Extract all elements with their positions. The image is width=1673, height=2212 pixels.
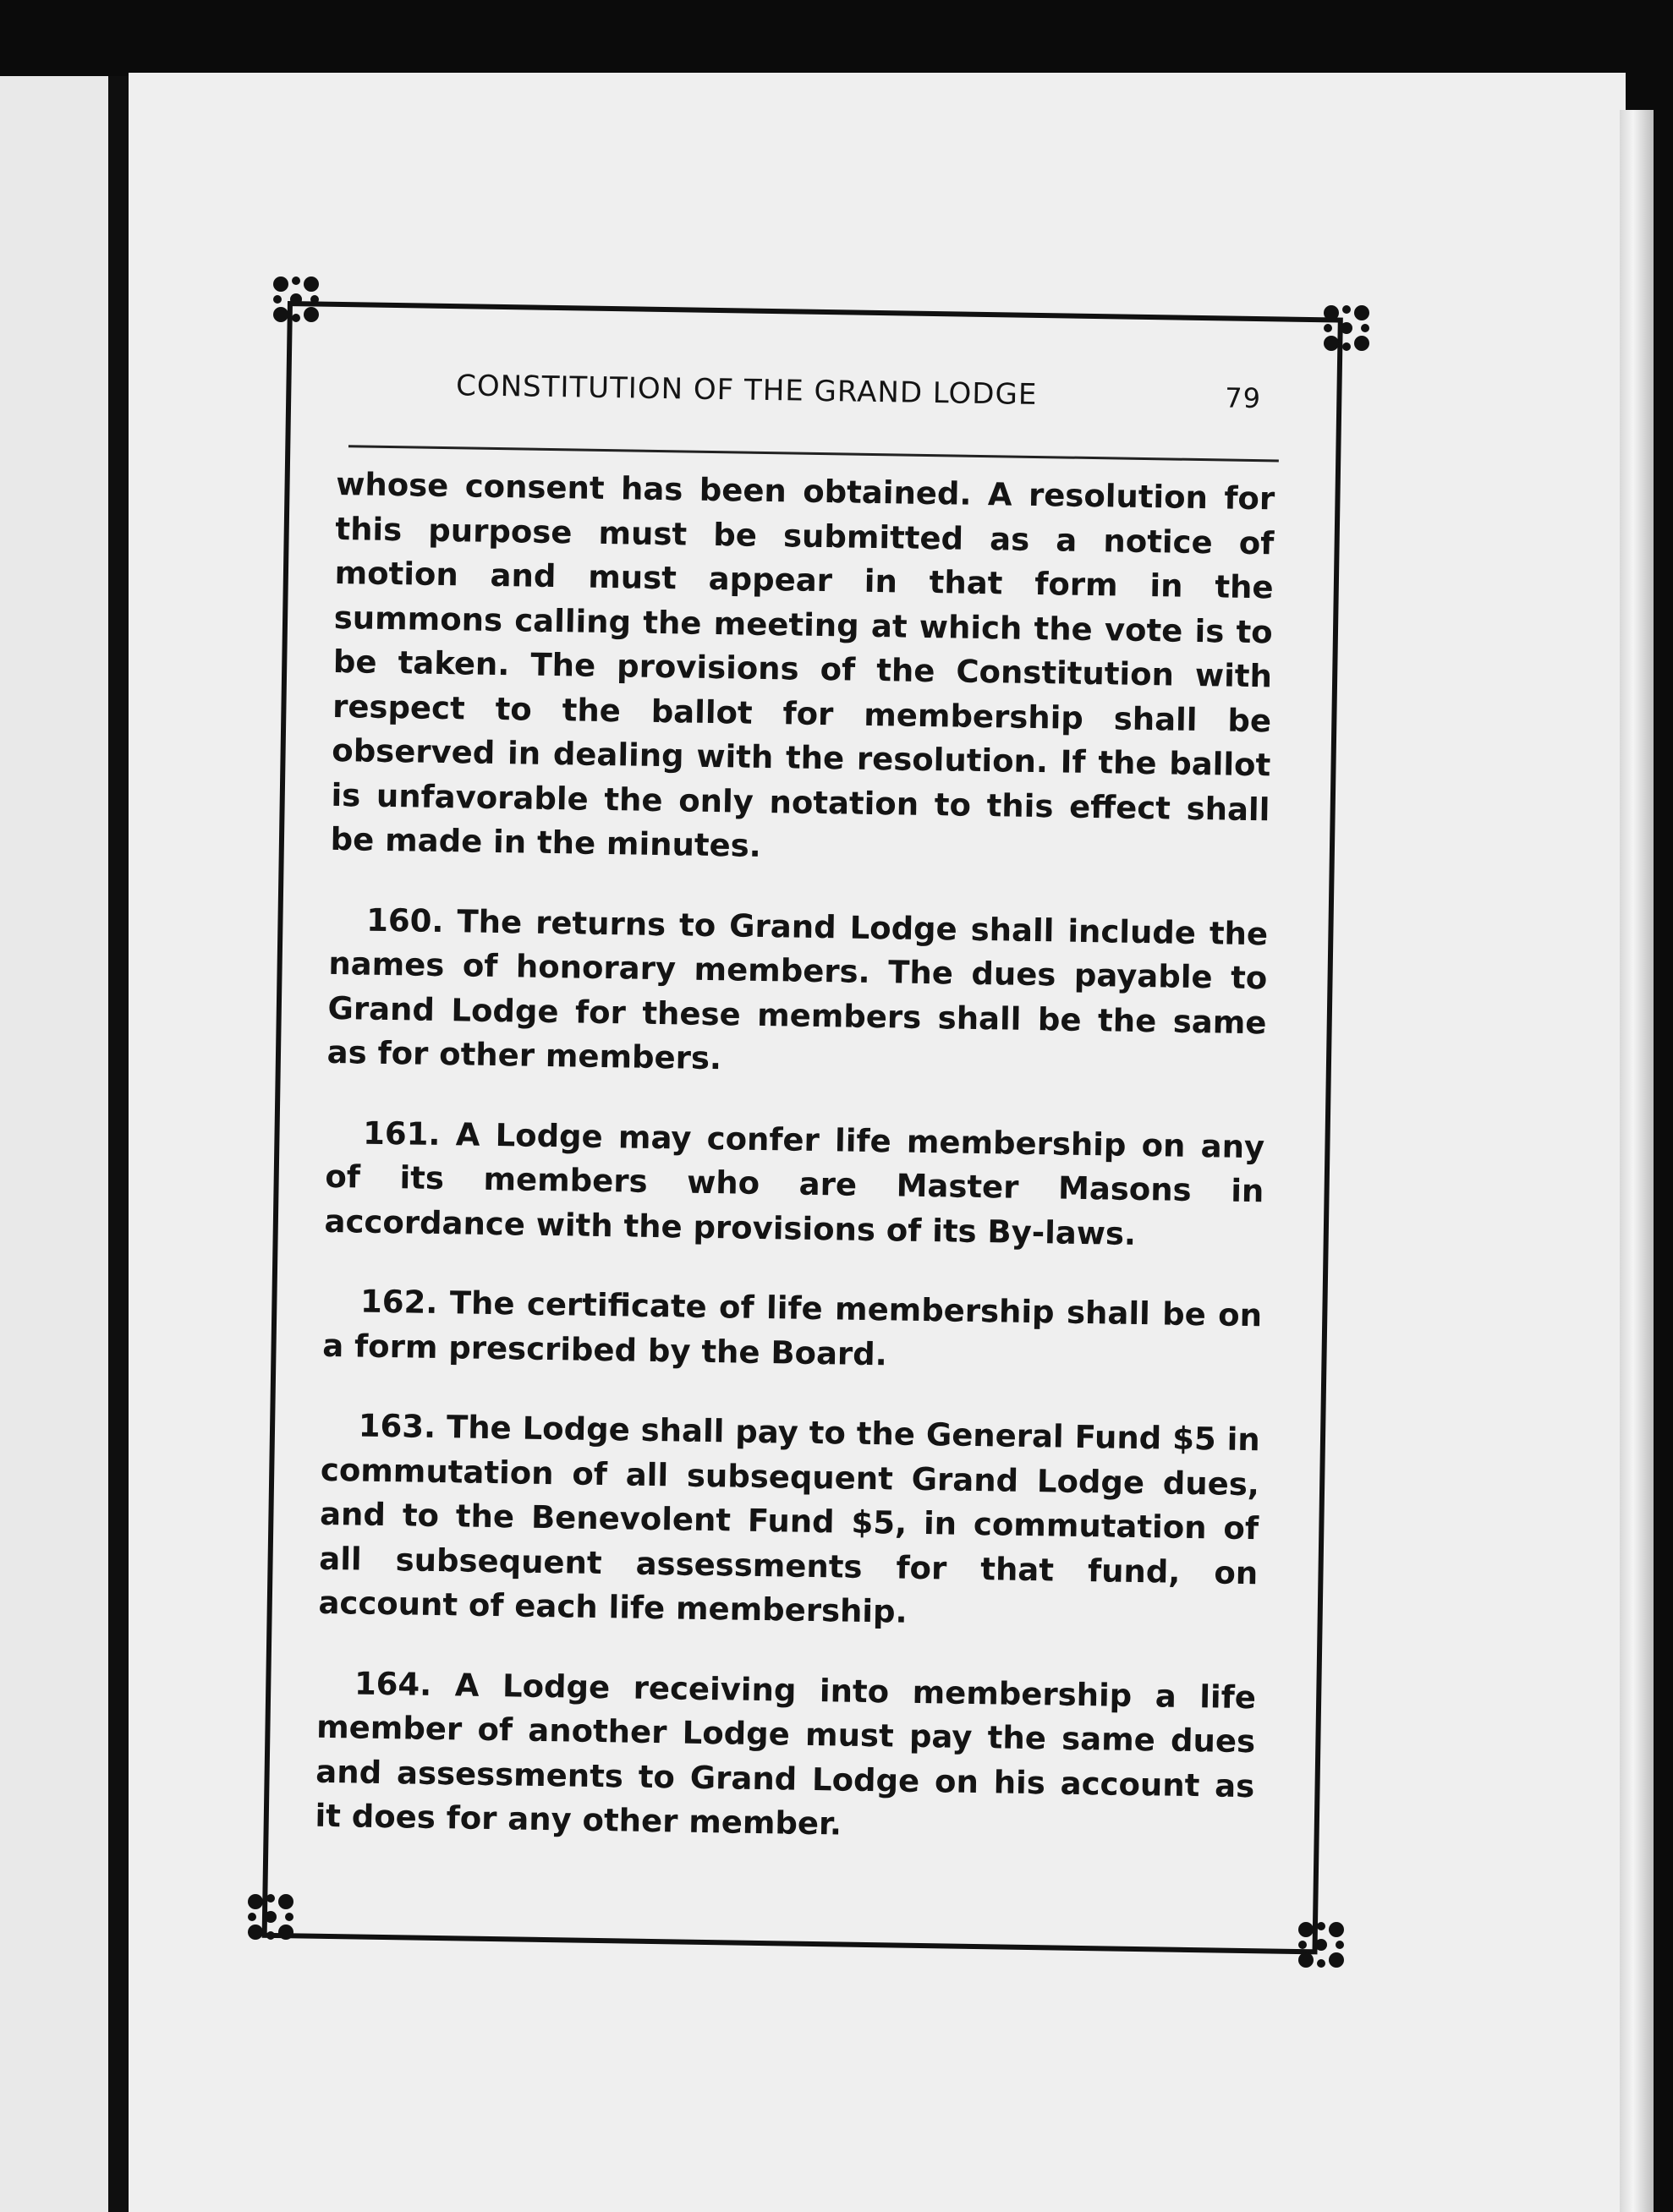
- page-number: 79: [1225, 381, 1262, 415]
- floral-corner-icon: [1319, 301, 1374, 355]
- section-162: 162. The certificate of life membership shall be on a form prescribed by the Board.: [321, 1283, 1263, 1372]
- section-161: 161. A Lodge may confer life membership on any of its members who are Master Masons in accordance with the provisions of its By-laws.: [324, 1114, 1265, 1252]
- facing-page-edge: [0, 76, 110, 2212]
- floral-corner-icon: [1294, 1918, 1348, 1972]
- body-text: [315, 463, 1275, 1853]
- section-163: 163. The Lodge shall pay to the General Fund $5 in commutation of all subsequent Grand Lodge dues, and to the Benevolent Fund $5, in commutation of all subsequent assessments for that fund, on account of each life membership.: [318, 1407, 1261, 1630]
- paragraph-continued: whose consent has been obtained. A resolution for this purpose must be submitted as a notice of motion and must appear in that form in the summons calling the meeting at which the vote is to be taken. The provisions of the Constitution with respect to the ballot for membership shall be observed in dealing with the resolution. If the ballot is unfavorable the only notation to this effect shall be made in the minutes.: [330, 465, 1275, 864]
- running-title: CONSTITUTION OF THE GRAND LODGE: [455, 369, 1038, 412]
- floral-corner-icon: [269, 272, 323, 326]
- section-160: 160. The returns to Grand Lodge shall include the names of honorary members. The dues payable to Grand Lodge for these members shall be the same as for other members.: [326, 901, 1269, 1077]
- running-header: [337, 338, 1276, 441]
- header-rule: [348, 445, 1279, 462]
- book-gutter: [108, 76, 130, 2212]
- floral-corner-icon: [244, 1890, 298, 1944]
- page-stack-edge: [1620, 110, 1654, 2212]
- section-164: 164. A Lodge receiving into membership a life member of another Lodge must pay the same dues and assessments to Grand Lodge on his account as it does for any other member.: [315, 1664, 1257, 1842]
- page-content: [315, 338, 1277, 1853]
